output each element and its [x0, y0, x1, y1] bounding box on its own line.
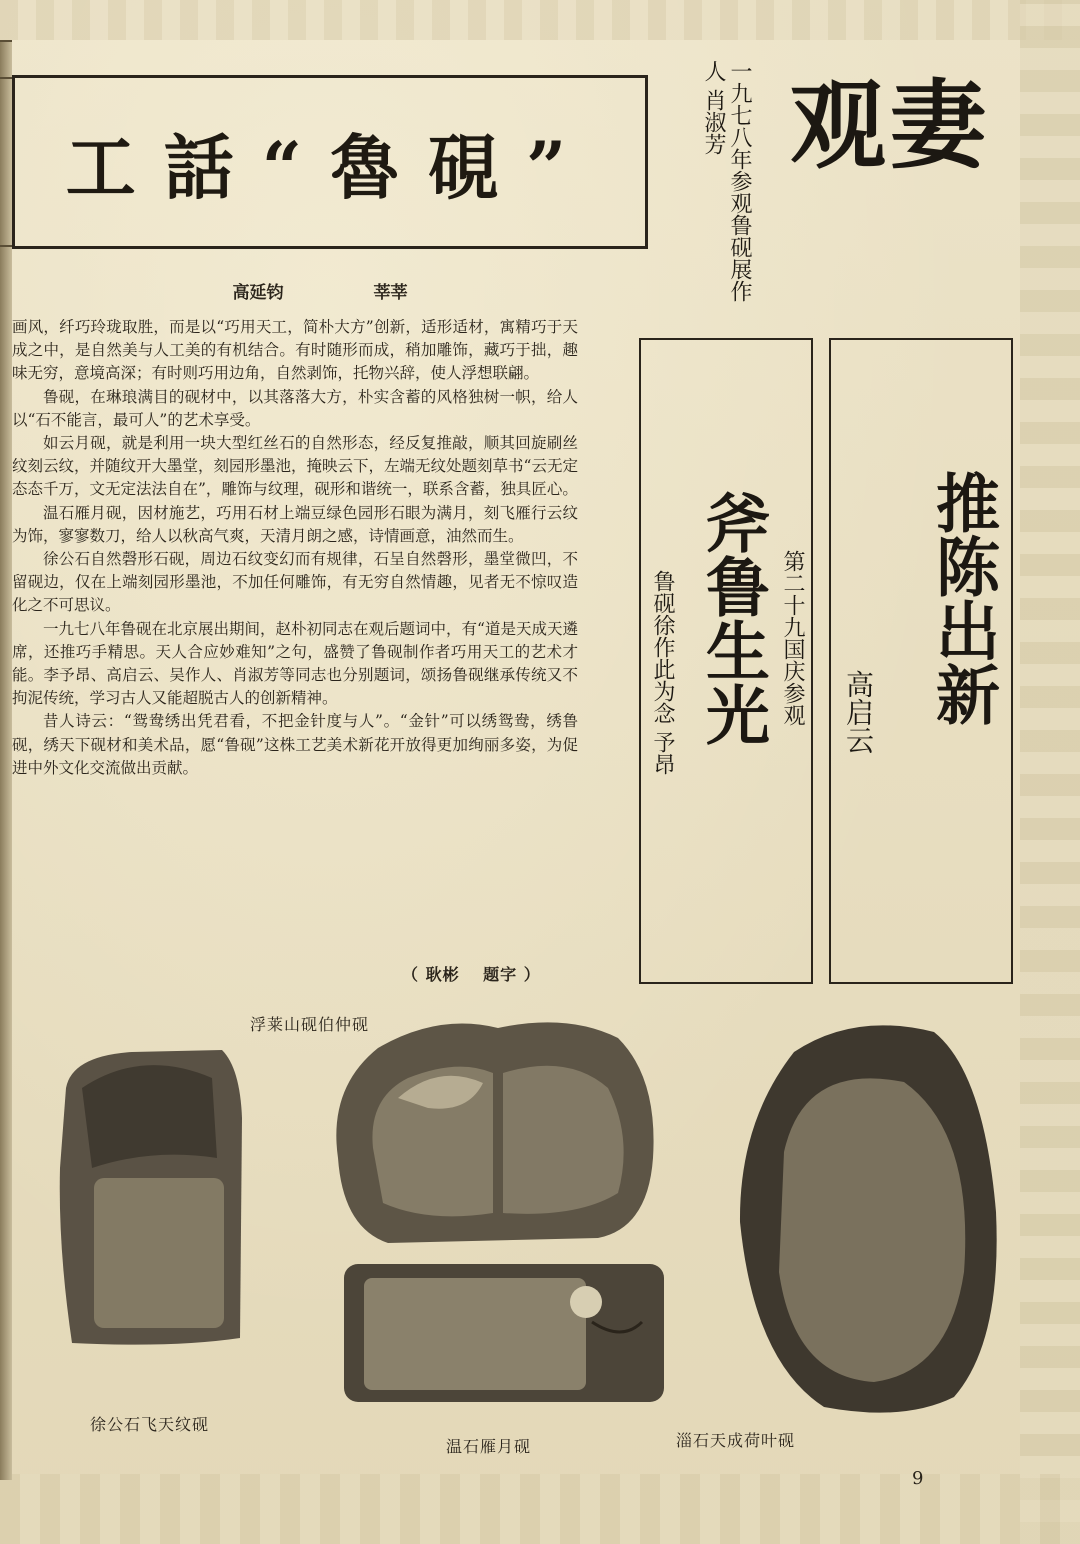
photo-caption: 浮莱山砚伯仲砚 [250, 1015, 370, 1034]
calligraphy-main: 斧鲁生光 [695, 490, 770, 746]
binding-rule [0, 77, 12, 79]
title-box [12, 75, 648, 249]
binding-rule [0, 40, 12, 42]
calligraphy-note: 鲁砚徐作此为念 予昂 [650, 570, 675, 775]
page-title: 工話“魯硯” [65, 125, 595, 209]
paragraph: 一九七八年鲁砚在北京展出期间，赵朴初同志在观后题词中，有“道是天成天遴席，还推巧手精思。天人合应妙难知”之句，盛赞了鲁砚制作者巧用天工的艺术才能。李予昂、高启云、吴作人、肖淑芳等同志也分别题词，颂扬鲁砚继承传统又不拘泥传统，学习古人又能超脱古人的创新精神。 [12, 619, 578, 708]
calligraphy-panel-right [829, 338, 1013, 984]
paragraph: 昔人诗云：“鸳鸯绣出凭君看，不把金针度与人”。“金针”可以绣鸳鸯，绣鲁砚，绣天下砚材和美术品，愿“鲁砚”这株工艺美术新花开放得更加绚丽多姿，为促进中外文化交流做出贡献。 [12, 712, 578, 777]
photo-caption: 徐公石飞天纹砚 [90, 1415, 210, 1434]
author-name: 莘莘 [373, 283, 408, 303]
calligraphy-inscription: 一九七八年参观鲁砚展作人 肖淑芳 [701, 60, 752, 302]
author-line [0, 278, 640, 303]
inkstone-photo-twin [318, 1008, 662, 1258]
calligraphy-panel-left [639, 338, 813, 984]
decorative-border-top [0, 0, 1080, 40]
page-binding [0, 40, 12, 1480]
paragraph: 如云月砚，就是利用一块大型红丝石的自然形态，经反复推敲，顺其回旋刷丝纹刻云纹，并随纹开大墨堂，刻园形墨池，掩映云下，左端无纹处题刻草书“云无定态态千万，文无定法法自在”，雕饰与纹理，砚形和谐统一，联系含蓄，独具匠心。 [12, 434, 578, 499]
paragraph: 徐公石自然磬形石砚，周边石纹变幻而有规律，石呈自然磬形，墨堂微凹，不留砚边，仅在上端刻园形墨池，不加任何雕饰，有无穷自然情趣，见者无不惊叹造化之不可思议。 [12, 550, 578, 615]
calligraphy-heading: 观妻 [790, 69, 990, 182]
calligraphy-main: 推陈出新 [925, 470, 1000, 726]
binding-rule [0, 245, 12, 247]
paragraph: 鲁砚，在琳琅满目的砚材中，以其落落大方，朴实含蓄的风格独树一帜，给人以“石不能言，最可人”的艺术享受。 [12, 387, 578, 429]
inkstone-photo-wenshi [342, 1262, 666, 1404]
page-number: 9 [912, 1468, 924, 1489]
calligraphy-credit: （ 耿彬 题字 ） [402, 965, 541, 984]
calligraphy-note: 第二十九国庆参观 [780, 550, 805, 726]
photo-caption: 温石雁月砚 [446, 1437, 532, 1456]
calligraphy-note: 高启云 [842, 670, 875, 754]
decorative-border-right [1020, 0, 1080, 1544]
inkstone-photo-xugong [52, 1048, 244, 1348]
inkstone-photo-zishi [734, 1012, 1004, 1422]
photo-caption: 淄石天成荷叶砚 [676, 1431, 796, 1450]
author-name: 高延钧 [232, 283, 284, 303]
article-body [12, 316, 578, 780]
paragraph: 温石雁月砚，因材施艺，巧用石材上端豆绿色园形石眼为满月，刻飞雁行云纹为饰，寥寥数刀，给人以秋高气爽，天清月朗之感，诗情画意，油然而生。 [12, 503, 578, 545]
paragraph: 画风，纤巧玲珑取胜，而是以“巧用天工，简朴大方”创新，适形适材，寓精巧于天成之中，是自然美与人工美的有机结合。有时随形而成，稍加雕饰，藏巧于拙，趣味无穷，意境高深；有时则巧用边角，自然剥饰，托物兴辞，使人浮想联翩。 [12, 318, 578, 383]
